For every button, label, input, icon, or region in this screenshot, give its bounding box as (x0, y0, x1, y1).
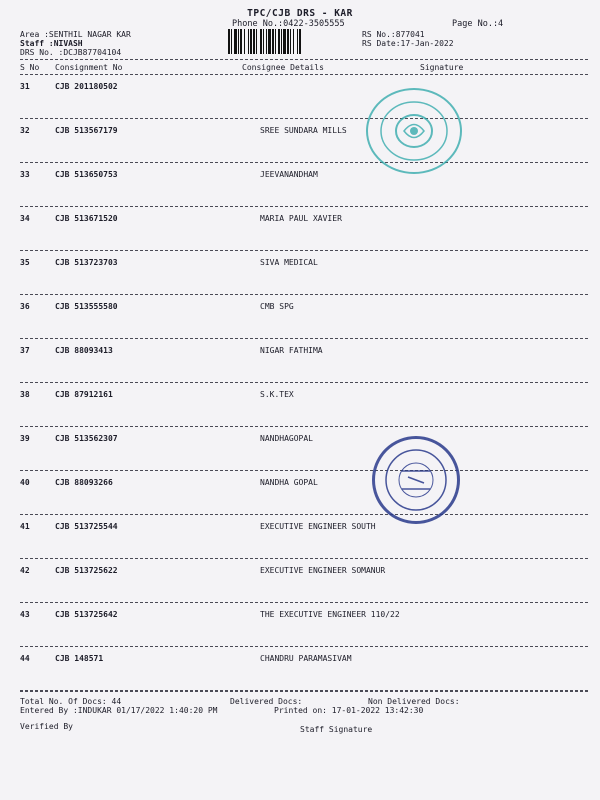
page-number: Page No.:4 (452, 19, 504, 29)
row-serial-number: 40 (20, 478, 30, 487)
row-serial-number: 37 (20, 346, 30, 355)
row-consignee-name: CHANDRU PARAMASIVAM (260, 654, 352, 663)
row-serial-number: 35 (20, 258, 30, 267)
row-consignment-number: CJB 513567179 (55, 126, 118, 135)
row-consignment-number: CJB 513650753 (55, 170, 118, 179)
row-divider (20, 514, 588, 515)
barcode-image (228, 29, 352, 54)
seal-graphic (368, 90, 460, 172)
total-docs: Total No. Of Docs: 44 (20, 697, 122, 706)
row-consignee-name: EXECUTIVE ENGINEER SOUTH (260, 522, 376, 531)
row-consignee-name: NANDHAGOPAL (260, 434, 313, 443)
area-label: Area :SENTHIL NAGAR KAR (20, 30, 131, 39)
row-consignment-number: CJB 513723703 (55, 258, 118, 267)
row-consignment-number: CJB 88093266 (55, 478, 113, 487)
sree-sundara-mills-seal (366, 88, 462, 174)
column-header-consignment: Consignment No (55, 63, 123, 72)
verified-by: Verified By (20, 722, 73, 731)
sitra-plsc-seal (372, 436, 460, 524)
row-divider (20, 558, 588, 559)
row-consignee-name: CMB SPG (260, 302, 294, 311)
barcode-bar (301, 29, 302, 54)
row-serial-number: 44 (20, 654, 30, 663)
row-consignment-number: CJB 148571 (55, 654, 104, 663)
row-serial-number: 33 (20, 170, 30, 179)
column-header-sno: S No (20, 63, 40, 72)
row-serial-number: 32 (20, 126, 30, 135)
non-delivered-docs: Non Delivered Docs: (368, 697, 460, 706)
row-consignee-name: MARIA PAUL XAVIER (260, 214, 342, 223)
column-header-signature: Signature (420, 63, 464, 72)
row-serial-number: 41 (20, 522, 30, 531)
delivered-docs: Delivered Docs: (230, 697, 303, 706)
row-serial-number: 36 (20, 302, 30, 311)
rs-date: RS Date:17-Jan-2022 (362, 39, 454, 48)
row-consignee-name: S.K.TEX (260, 390, 294, 399)
row-consignment-number: CJB 513725622 (55, 566, 118, 575)
row-divider (20, 162, 588, 163)
staff-label: Staff :NIVASH (20, 39, 83, 48)
row-consignment-number: CJB 88093413 (55, 346, 113, 355)
column-header-consignee: Consignee Details (242, 63, 324, 72)
row-divider (20, 294, 588, 295)
row-consignee-name: JEEVANANDHAM (260, 170, 318, 179)
rs-number: RS No.:877041 (362, 30, 425, 39)
printed-on: Printed on: 17-01-2022 13:42:30 (274, 706, 424, 715)
entered-by: Entered By :INDUKAR 01/17/2022 1:40:20 PM (20, 706, 218, 715)
staff-signature: Staff Signature (300, 725, 373, 734)
row-divider (20, 382, 588, 383)
row-consignment-number: CJB 513555580 (55, 302, 118, 311)
row-consignee-name: SIVA MEDICAL (260, 258, 318, 267)
row-consignment-number: CJB 87912161 (55, 390, 113, 399)
row-serial-number: 31 (20, 82, 30, 91)
row-consignee-name: SREE SUNDARA MILLS (260, 126, 347, 135)
row-consignee-name: NIGAR FATHIMA (260, 346, 323, 355)
row-serial-number: 43 (20, 610, 30, 619)
drs-number: DRS No. :DCJB87704104 (20, 48, 122, 57)
row-divider (20, 250, 588, 251)
document-title: TPC/CJB DRS - KAR (247, 8, 353, 19)
row-divider (20, 602, 588, 603)
phone-number: Phone No.:0422-3505555 (232, 19, 345, 29)
row-consignment-number: CJB 513562307 (55, 434, 118, 443)
row-serial-number: 38 (20, 390, 30, 399)
row-consignee-name: THE EXECUTIVE ENGINEER 110/22 (260, 610, 400, 619)
row-serial-number: 34 (20, 214, 30, 223)
row-divider (20, 470, 588, 471)
row-consignee-name: NANDHA GOPAL (260, 478, 318, 487)
row-consignment-number: CJB 201180502 (55, 82, 118, 91)
row-consignment-number: CJB 513671520 (55, 214, 118, 223)
row-divider (20, 118, 588, 119)
row-divider (20, 338, 588, 339)
row-consignee-name: EXECUTIVE ENGINEER SOMANUR (260, 566, 386, 575)
row-serial-number: 42 (20, 566, 30, 575)
footer-divider (20, 691, 588, 692)
row-consignment-number: CJB 513725544 (55, 522, 118, 531)
row-serial-number: 39 (20, 434, 30, 443)
header-divider (20, 59, 588, 60)
row-divider (20, 426, 588, 427)
seal-graphic (375, 439, 457, 521)
column-header-divider (20, 74, 588, 75)
row-consignment-number: CJB 513725642 (55, 610, 118, 619)
row-divider (20, 646, 588, 647)
row-divider (20, 206, 588, 207)
